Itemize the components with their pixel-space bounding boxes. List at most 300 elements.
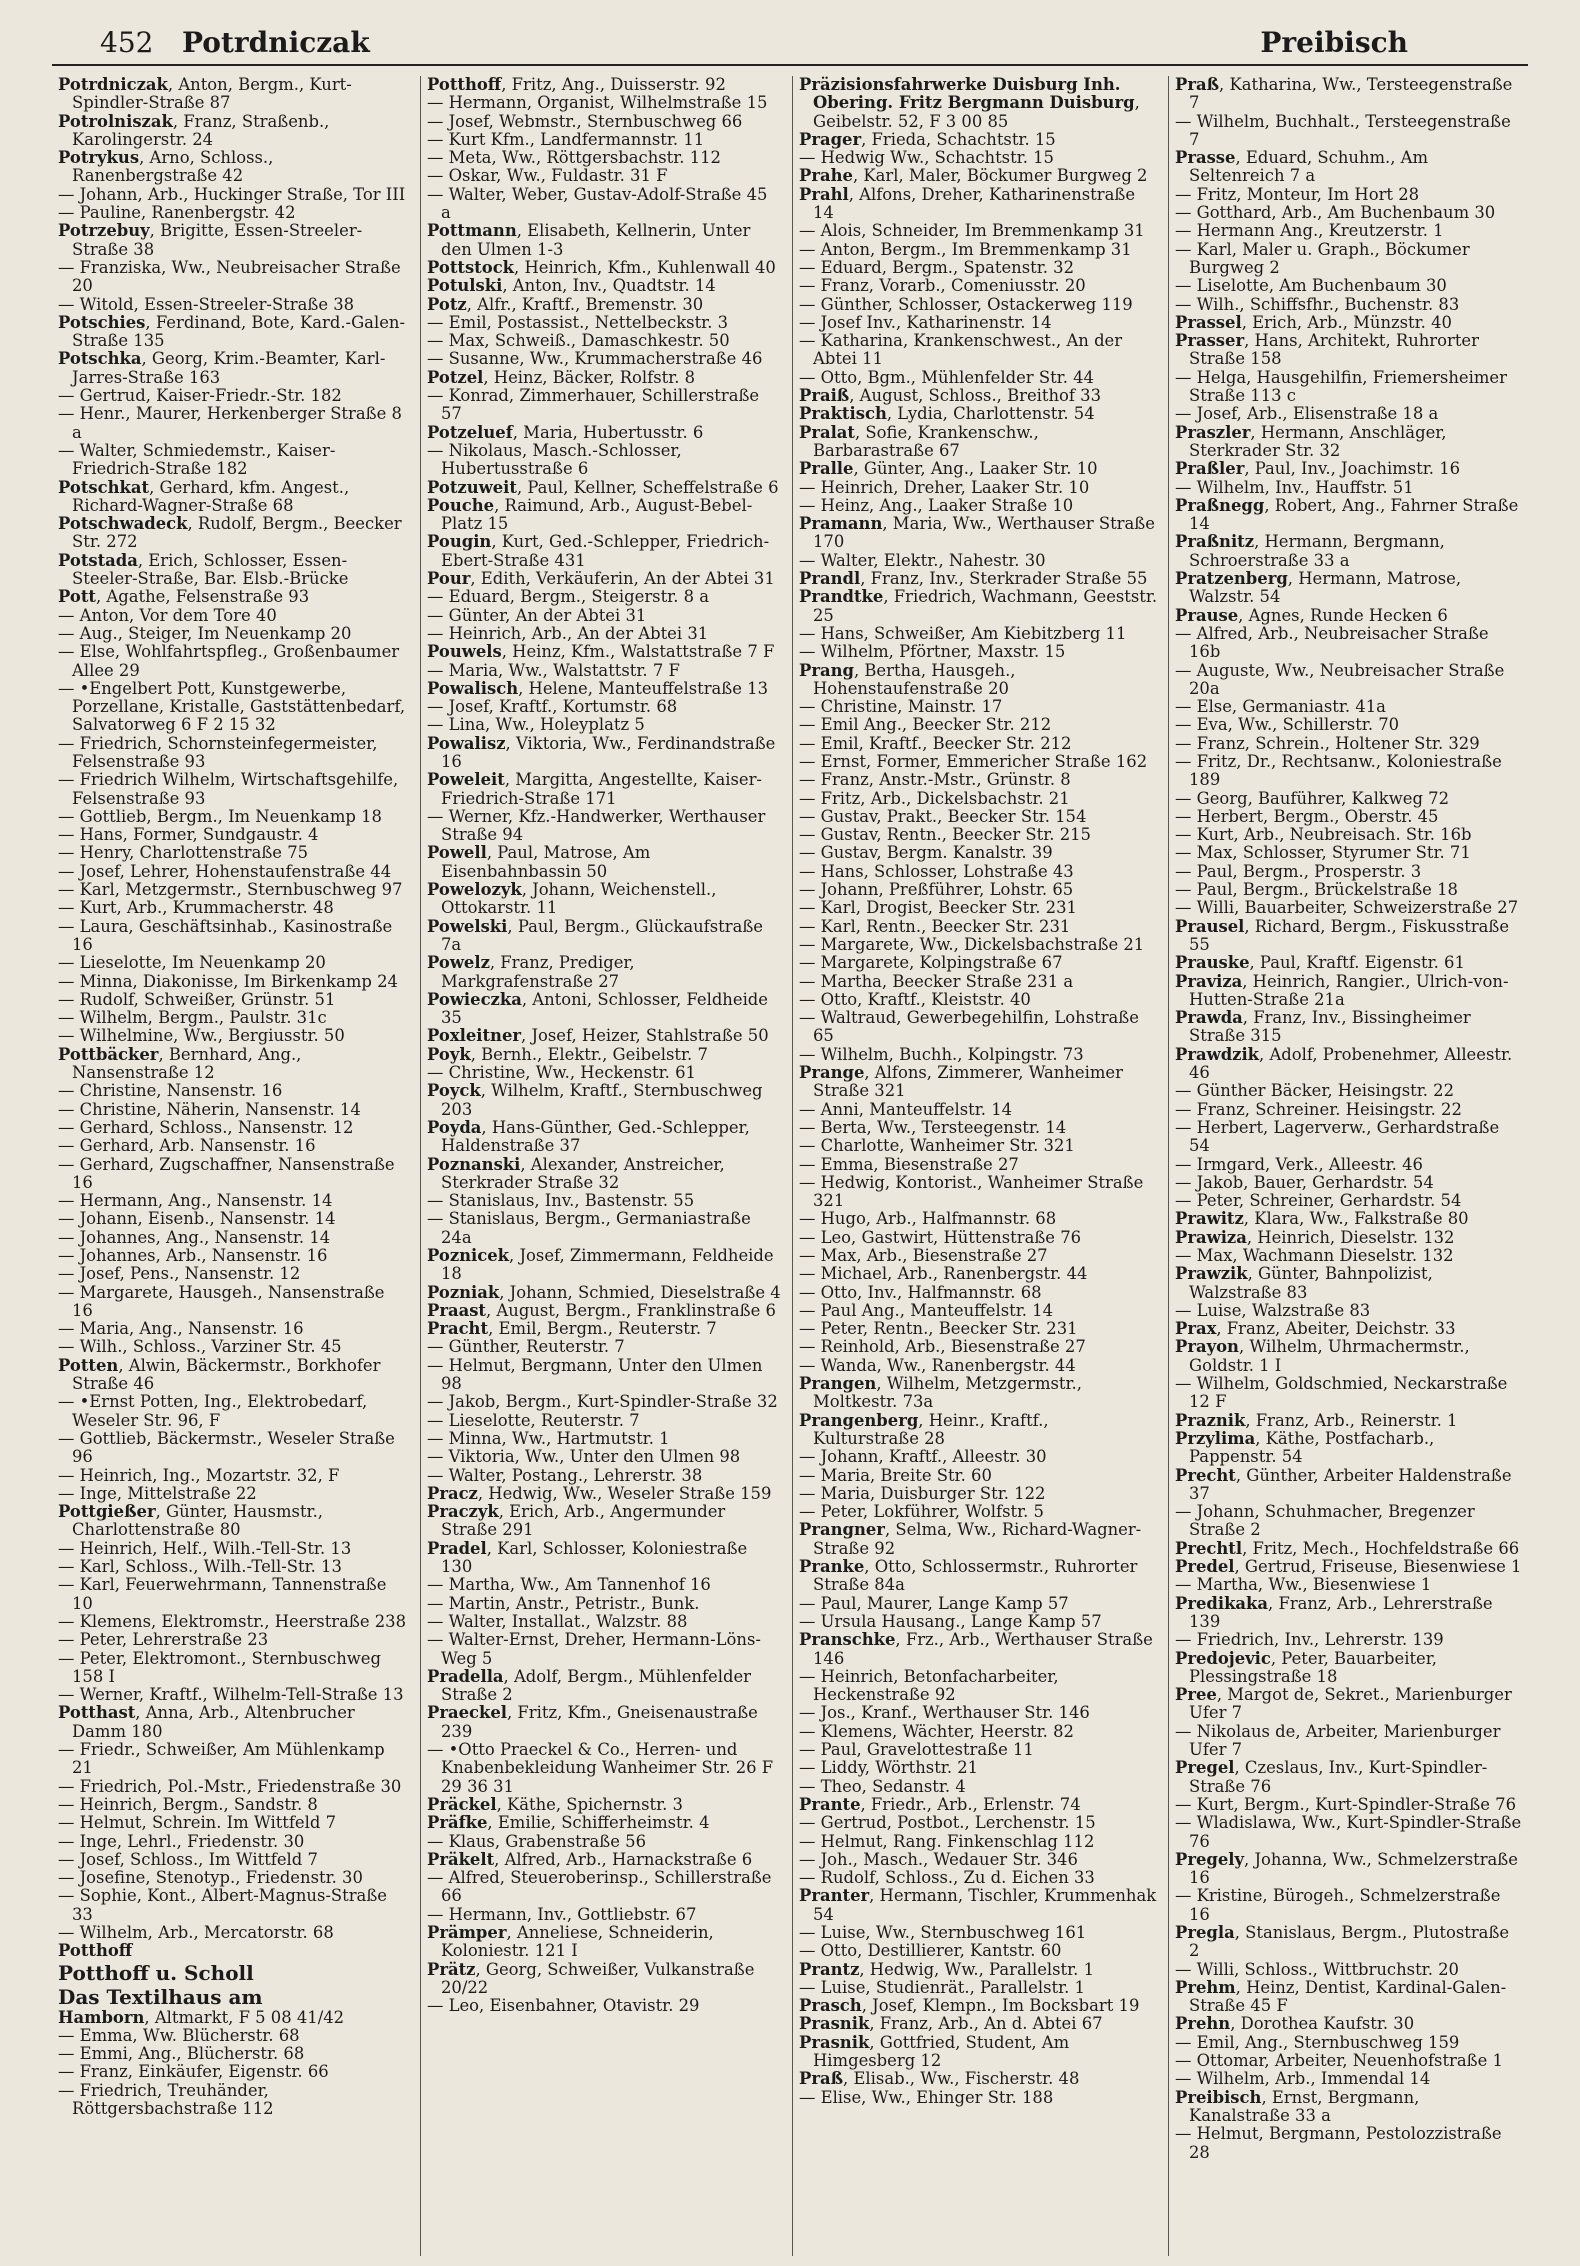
directory-entry: Praczyk, Erich, Arb., Angermunder Straße 291 xyxy=(427,1502,726,1540)
directory-entry: Pralat, Sofie, Krankenschw., Barbarastraße 67 xyxy=(799,422,1039,460)
directory-entry: — Wilhelm, Bergm., Paulstr. 31c xyxy=(58,1008,327,1028)
directory-entry: Prawitz, Klara, Ww., Falkstraße 80 xyxy=(1175,1209,1469,1229)
directory-entry: — Hedwig Ww., Schachtstr. 15 xyxy=(799,148,1054,168)
directory-entry: — Karl, Rentn., Beecker Str. 231 xyxy=(799,916,1071,936)
directory-entry: Potrzebuy, Brigitte, Essen-Streeler-Straße 38 xyxy=(58,221,363,259)
directory-entry: — Josef, Webmstr., Sternbuschweg 66 xyxy=(427,111,743,131)
directory-entry: — Fritz, Arb., Dickelsbachstr. 21 xyxy=(799,788,1070,808)
directory-entry: — Heinrich, Dreher, Laaker Str. 10 xyxy=(799,477,1090,497)
directory-entry: — Leo, Gastwirt, Hüttenstraße 76 xyxy=(799,1227,1082,1247)
directory-entry: — Werner, Kraftf., Wilhelm-Tell-Straße 13 xyxy=(58,1685,404,1705)
column-4 xyxy=(1168,76,1528,2256)
directory-entry: — Kurt, Arb., Krummacherstr. 48 xyxy=(58,898,334,918)
directory-entry: — Friedrich, Schornsteinfegermeister, Felsenstraße 93 xyxy=(58,733,378,771)
directory-entry: — Viktoria, Ww., Unter den Ulmen 98 xyxy=(427,1447,741,1467)
directory-entry: — Heinrich, Ing., Mozartstr. 32, F xyxy=(58,1465,340,1485)
directory-entry: — Kurt, Arb., Neubreisach. Str. 16b xyxy=(1175,825,1472,845)
directory-entry: Praznik, Franz, Arb., Reinerstr. 1 xyxy=(1175,1410,1458,1430)
directory-entry: — Johann, Preßführer, Lohstr. 65 xyxy=(799,880,1074,900)
column-2 xyxy=(420,76,788,2256)
directory-entry: Poxleitner, Josef, Heizer, Stahlstraße 50 xyxy=(427,1026,769,1046)
directory-entry: — Fritz, Monteur, Im Hort 28 xyxy=(1175,184,1420,204)
column-1 xyxy=(52,76,416,2256)
directory-entry: Przylima, Käthe, Postfacharb., Pappenstr. 54 xyxy=(1175,1428,1435,1467)
directory-entry: — Franz, Anstr.-Mstr., Grünstr. 8 xyxy=(799,770,1071,790)
directory-entry: Powieczka, Antoni, Schlosser, Feldheide 35 xyxy=(427,989,768,1028)
directory-entry: Potrdniczak, Anton, Bergm., Kurt-Spindler-Straße 87 xyxy=(58,76,352,113)
directory-entry: — Eva, Ww., Schillerstr. 70 xyxy=(1175,715,1400,735)
directory-entry: Prassel, Erich, Arb., Münzstr. 40 xyxy=(1175,312,1452,332)
directory-entry: Potz, Alfr., Kraftf., Bremenstr. 30 xyxy=(427,294,704,314)
directory-entry: — Martin, Anstr., Petristr., Bunk. xyxy=(427,1593,700,1613)
page-header xyxy=(52,22,1528,66)
directory-entry: — Henry, Charlottenstraße 75 xyxy=(58,843,309,863)
directory-entry: Pregel, Czeslaus, Inv., Kurt-Spindler-Straße 76 xyxy=(1175,1758,1488,1796)
running-head-left: Potrdniczak xyxy=(182,26,370,59)
directory-entry: — Hermann Ang., Kreutzerstr. 1 xyxy=(1175,221,1444,241)
directory-entry: — Martha, Ww., Biesenwiese 1 xyxy=(1175,1575,1432,1595)
directory-entry: Prehn, Dorothea Kaufstr. 30 xyxy=(1175,2014,1415,2034)
directory-entry: — Helmut, Bergmann, Unter den Ulmen 98 xyxy=(427,1355,763,1394)
directory-entry: Prehm, Heinz, Dentist, Kardinal-Galen-Straße 45 F xyxy=(1175,1977,1507,2016)
directory-entry: Powelz, Franz, Prediger, Markgrafenstraße 27 xyxy=(427,953,635,991)
directory-entry: — Anton, Bergm., Im Bremmenkamp 31 xyxy=(799,239,1132,259)
directory-entry: Pouche, Raimund, Arb., August-Bebel-Platz 15 xyxy=(427,495,753,534)
directory-entry: — Liddy, Wörthstr. 21 xyxy=(799,1758,979,1778)
directory-entry: — Jakob, Bauer, Gerhardstr. 54 xyxy=(1175,1172,1434,1192)
directory-entry: — Maria, Ww., Walstattstr. 7 F xyxy=(427,660,680,680)
directory-entry: Pottmann, Elisabeth, Kellnerin, Unter den Ulmen 1-3 xyxy=(427,221,751,259)
directory-entry: — Karl, Maler u. Graph., Böckumer Burgweg 2 xyxy=(1175,239,1470,277)
directory-entry: — Eduard, Bergm., Spatenstr. 32 xyxy=(799,257,1075,277)
directory-entry: — Emil, Kraftf., Beecker Str. 212 xyxy=(799,733,1072,753)
directory-entry: — Franz, Schreiner. Heisingstr. 22 xyxy=(1175,1099,1462,1119)
directory-entry: — Günter, An der Abtei 31 xyxy=(427,605,647,625)
directory-entry: Prawzik, Günter, Bahnpolizist, Walzstraße 83 xyxy=(1175,1264,1433,1302)
directory-entry: Poznicek, Josef, Zimmermann, Feldheide 18 xyxy=(427,1246,774,1284)
directory-entry: Prawdzik, Adolf, Probenehmer, Alleestr. 46 xyxy=(1175,1044,1513,1083)
directory-entry: — Liselotte, Am Buchenbaum 30 xyxy=(1175,276,1447,296)
directory-entry: — Max, Arb., Biesenstraße 27 xyxy=(799,1246,1048,1265)
directory-entry: — Jos., Kranf., Werthauser Str. 146 xyxy=(799,1703,1090,1723)
directory-entry: Pralle, Günter, Ang., Laaker Str. 10 xyxy=(799,459,1098,479)
directory-entry: Prasnik, Gottfried, Student, Am Himgesberg 12 xyxy=(799,2032,1070,2071)
directory-entry: Predikaka, Franz, Arb., Lehrerstraße 139 xyxy=(1175,1593,1493,1631)
directory-entry: — Sophie, Kont., Albert-Magnus-Straße 33 xyxy=(58,1886,387,1924)
directory-entry: — Theo, Sedanstr. 4 xyxy=(799,1776,966,1796)
directory-entry: — Gustav, Rentn., Beecker Str. 215 xyxy=(799,825,1091,845)
directory-entry: Praßnitz, Hermann, Bergmann, Schroerstraße 33 a xyxy=(1175,532,1445,570)
directory-entry: — Friedrich, Pol.-Mstr., Friedenstraße 30 xyxy=(58,1776,402,1796)
directory-entry: — Max, Schweiß., Damaschkestr. 50 xyxy=(427,331,730,351)
directory-entry: — Kristine, Bürogeh., Schmelzerstraße 16 xyxy=(1175,1886,1501,1924)
directory-entry: — Karl, Metzgermstr., Sternbuschweg 97 xyxy=(58,880,403,900)
directory-entry: Pratzenberg, Hermann, Matrose, Walzstr. 54 xyxy=(1175,569,1462,607)
directory-entry: — Josef, Arb., Elisenstraße 18 a xyxy=(1175,404,1439,424)
directory-entry: — Gerhard, Zugschaffner, Nansenstraße 16 xyxy=(58,1154,395,1192)
directory-entry: Predojevic, Peter, Bauarbeiter, Plessingstraße 18 xyxy=(1175,1648,1437,1686)
directory-entry: — Inge, Mittelstraße 22 xyxy=(58,1483,257,1503)
directory-entry: — Gustav, Bergm. Kanalstr. 39 xyxy=(799,843,1053,863)
directory-entry: — Ottomar, Arbeiter, Neuenhofstraße 1 xyxy=(1175,2051,1503,2071)
directory-entry: — Maria, Duisburger Str. 122 xyxy=(799,1483,1046,1503)
directory-entry: — Wilhelm, Pförtner, Maxstr. 15 xyxy=(799,642,1066,662)
directory-entry: — Franz, Vorarb., Comeniusstr. 20 xyxy=(799,276,1086,296)
directory-entry: — Luise, Studienrät., Parallelstr. 1 xyxy=(799,1977,1085,1997)
directory-entry: — Oskar, Ww., Fuldastr. 31 F xyxy=(427,166,668,186)
directory-entry: Pour, Edith, Verkäuferin, An der Abtei 31 xyxy=(427,569,775,589)
directory-entry: — Emil, Postassist., Nettelbeckstr. 3 xyxy=(427,312,729,332)
directory-entry: — Nikolaus, Masch.-Schlosser, Hubertusstraße 6 xyxy=(427,440,682,479)
directory-entry: — Wilh., Schiffsfhr., Buchenstr. 83 xyxy=(1175,294,1460,314)
directory-entry: — Jakob, Bergm., Kurt-Spindler-Straße 32 xyxy=(427,1392,778,1412)
directory-entry: — Charlotte, Wanheimer Str. 321 xyxy=(799,1136,1075,1156)
directory-entry: Präckel, Käthe, Spichernstr. 3 xyxy=(427,1794,683,1814)
directory-entry: — Otto, Kraftf., Kleiststr. 40 xyxy=(799,989,1031,1009)
directory-entry: — Max, Wachmann Dieselstr. 132 xyxy=(1175,1246,1454,1265)
directory-entry: — Christine, Nansenstr. 16 xyxy=(58,1081,283,1101)
directory-entry: — Otto, Destillierer, Kantstr. 60 xyxy=(799,1941,1062,1961)
directory-entry: — Maria, Ang., Nansenstr. 16 xyxy=(58,1319,304,1339)
directory-entry: Powalisch, Helene, Manteuffelstraße 13 xyxy=(427,678,769,698)
running-head-right: Preibisch xyxy=(1260,26,1408,59)
directory-entry: Praktisch, Lydia, Charlottenstr. 54 xyxy=(799,404,1095,424)
directory-entry: Prahe, Karl, Maler, Böckumer Burgweg 2 xyxy=(799,166,1148,186)
directory-entry: — Fritz, Dr., Rechtsanw., Koloniestraße 189 xyxy=(1175,751,1502,790)
directory-entry: — Johann, Arb., Huckinger Straße, Tor III xyxy=(58,184,406,204)
directory-entry: — Paul, Gravelottestraße 11 xyxy=(799,1740,1034,1760)
directory-entry: Pranter, Hermann, Tischler, Krummenhak 54 xyxy=(799,1886,1157,1924)
directory-entry: — Anni, Manteuffelstr. 14 xyxy=(799,1099,1013,1119)
directory-entry: — Herbert, Bergm., Oberstr. 45 xyxy=(1175,806,1439,826)
directory-entry: — Johannes, Arb., Nansenstr. 16 xyxy=(58,1246,328,1265)
directory-entry: — Hans, Schlosser, Lohstraße 43 xyxy=(799,861,1074,881)
directory-entry: — Kurt Kfm., Landfermannstr. 11 xyxy=(427,129,705,149)
directory-entry: Praast, August, Bergm., Franklinstraße 6 xyxy=(427,1300,776,1320)
directory-entry: — Margarete, Ww., Dickelsbachstraße 21 xyxy=(799,934,1145,954)
directory-entry: Pozniak, Johann, Schmied, Dieselstraße 4 xyxy=(427,1282,781,1302)
directory-entry: Pranschke, Frz., Arb., Werthauser Straße 146 xyxy=(799,1630,1153,1668)
directory-entry: — Emmi, Ang., Blücherstr. 68 xyxy=(58,2044,305,2064)
directory-entry: — Friedrich, Inv., Lehrerstr. 139 xyxy=(1175,1630,1444,1650)
directory-entry: — Helmut, Rang. Finkenschlag 112 xyxy=(799,1831,1095,1851)
directory-entry: — Klemens, Elektromstr., Heerstraße 238 xyxy=(58,1611,407,1631)
directory-entry: Pouwels, Heinz, Kfm., Walstattstraße 7 F xyxy=(427,642,775,662)
directory-entry: Pree, Margot de, Sekret., Marienburger Ufer 7 xyxy=(1175,1685,1512,1723)
directory-entry: — Wladislawa, Ww., Kurt-Spindler-Straße 76 xyxy=(1175,1813,1522,1851)
directory-entry: — Helmut, Schrein. Im Wittfeld 7 xyxy=(58,1813,337,1833)
directory-entry: — Anton, Vor dem Tore 40 xyxy=(58,605,277,625)
directory-entry: — Klemens, Wächter, Heerstr. 82 xyxy=(799,1721,1074,1741)
directory-entry: — Walter, Postang., Lehrerstr. 38 xyxy=(427,1465,703,1485)
directory-entry: — Christine, Mainstr. 17 xyxy=(799,697,1003,717)
directory-entry: Powalisz, Viktoria, Ww., Ferdinandstraße 16 xyxy=(427,733,776,771)
directory-entry: — Luise, Ww., Sternbuschweg 161 xyxy=(799,1922,1087,1942)
directory-entry: Predel, Gertrud, Friseuse, Biesenwiese 1 xyxy=(1175,1557,1522,1577)
directory-entry: — Rudolf, Schweißer, Grünstr. 51 xyxy=(58,989,336,1009)
directory-entry: — Peter, Schreiner, Gerhardstr. 54 xyxy=(1175,1191,1462,1211)
directory-entry: — Gertrud, Postbot., Lerchenstr. 15 xyxy=(799,1813,1096,1833)
column-3 xyxy=(792,76,1164,2256)
directory-entry: — Paul, Bergm., Brückelstraße 18 xyxy=(1175,880,1458,900)
directory-entry: — Elise, Ww., Ehinger Str. 188 xyxy=(799,2087,1054,2107)
directory-entry: — Helga, Hausgehilfin, Friemersheimer Straße 113 c xyxy=(1175,367,1507,406)
directory-entry: — Nikolaus de, Arbeiter, Marienburger Ufer 7 xyxy=(1175,1721,1501,1760)
directory-entry: — Gertrud, Kaiser-Friedr.-Str. 182 xyxy=(58,386,342,406)
directory-entry: — Christine, Ww., Heckenstr. 61 xyxy=(427,1063,696,1083)
directory-entry: Potschkat, Gerhard, kfm. Angest., Richard-Wagner-Straße 68 xyxy=(58,477,350,515)
directory-entry: — Max, Schlosser, Styrumer Str. 71 xyxy=(1175,843,1471,863)
directory-entry: Prangen, Wilhelm, Metzgermstr., Moltkestr. 73a xyxy=(799,1374,1082,1412)
directory-entry: — Werner, Kfz.-Handwerker, Werthauser Straße 94 xyxy=(427,806,766,845)
directory-entry: Pregely, Johanna, Ww., Schmelzerstraße 16 xyxy=(1175,1849,1518,1888)
directory-entry: Potzuweit, Paul, Kellner, Scheffelstraße 6 xyxy=(427,477,779,497)
directory-entry: — Emma, Ww. Blücherstr. 68 xyxy=(58,2025,300,2045)
directory-entry: Praßnegg, Robert, Ang., Fahrner Straße 14 xyxy=(1175,495,1519,534)
directory-entry: Pranke, Otto, Schlossermstr., Ruhrorter Straße 84a xyxy=(799,1557,1138,1595)
directory-columns xyxy=(52,76,1528,2256)
directory-entry: — Wilhelm, Arb., Immendal 14 xyxy=(1175,2069,1431,2089)
directory-entry: — Walter, Installat., Walzstr. 88 xyxy=(427,1611,688,1631)
directory-entry: — Waltraud, Gewerbegehilfin, Lohstraße 65 xyxy=(799,1008,1139,1046)
directory-entry: — Leo, Eisenbahner, Otavistr. 29 xyxy=(427,1996,700,2016)
directory-entry: Powelski, Paul, Bergm., Glückaufstraße 7a xyxy=(427,916,764,954)
directory-entry: Poznanski, Alexander, Anstreicher, Sterkrader Straße 32 xyxy=(427,1154,725,1192)
directory-entry: — Josef, Pens., Nansenstr. 12 xyxy=(58,1264,301,1284)
directory-entry: — Konrad, Zimmerhauer, Schillerstraße 57 xyxy=(427,386,760,424)
directory-entry: — Friedrich Wilhelm, Wirtschaftsgehilfe, Felsenstraße 93 xyxy=(58,770,399,808)
directory-entry: — Georg, Bauführer, Kalkweg 72 xyxy=(1175,788,1450,808)
directory-entry: — Joh., Masch., Wedauer Str. 346 xyxy=(799,1849,1078,1869)
directory-entry: — Gerhard, Arb. Nansenstr. 16 xyxy=(58,1136,316,1156)
directory-entry: — Inge, Lehrl., Friedenstr. 30 xyxy=(58,1831,305,1851)
directory-entry: — Hugo, Arb., Halfmannstr. 68 xyxy=(799,1209,1057,1229)
directory-entry: Preibisch, Ernst, Bergmann, Kanalstraße 33 a xyxy=(1175,2087,1420,2125)
directory-entry: — Walter, Schmiedemstr., Kaiser-Friedrich-Straße 182 xyxy=(58,440,336,479)
directory-entry: Potschies, Ferdinand, Bote, Kard.-Galen-Straße 135 xyxy=(58,312,405,351)
directory-entry: — Lina, Ww., Holeyplatz 5 xyxy=(427,715,645,735)
directory-entry: — Emil Ang., Beecker Str. 212 xyxy=(799,715,1052,735)
directory-entry: Pottstock, Heinrich, Kfm., Kuhlenwall 40 xyxy=(427,257,776,277)
directory-entry: Prager, Frieda, Schachtstr. 15 xyxy=(799,129,1056,149)
directory-entry: Praszler, Hermann, Anschläger, Sterkrader Str. 32 xyxy=(1175,422,1447,460)
directory-entry: — Christine, Näherin, Nansenstr. 14 xyxy=(58,1099,361,1119)
directory-entry: Prahl, Alfons, Dreher, Katharinenstraße 14 xyxy=(799,184,1136,223)
directory-entry: Praß, Elisab., Ww., Fischerstr. 48 xyxy=(799,2069,1080,2089)
directory-entry: — Franziska, Ww., Neubreisacher Straße 20 xyxy=(58,257,401,296)
directory-entry: — •Ernst Potten, Ing., Elektrobedarf, Weseler Str. 96, F xyxy=(58,1392,368,1430)
directory-entry: Prang, Bertha, Hausgeh., Hohenstaufenstraße 20 xyxy=(799,660,1016,698)
directory-entry: — Karl, Drogist, Beecker Str. 231 xyxy=(799,898,1077,918)
directory-entry: — Eduard, Bergm., Steigerstr. 8 a xyxy=(427,587,710,607)
directory-entry: — Heinrich, Helf., Wilh.-Tell-Str. 13 xyxy=(58,1538,352,1558)
directory-entry: — Heinrich, Arb., An der Abtei 31 xyxy=(427,623,709,643)
directory-entry: — Willi, Bauarbeiter, Schweizerstraße 27 xyxy=(1175,898,1519,918)
directory-entry: — Franz, Einkäufer, Eigenstr. 66 xyxy=(58,2062,329,2082)
directory-entry: Pott, Agathe, Felsenstraße 93 xyxy=(58,587,310,607)
directory-entry: — Friedr., Schweißer, Am Mühlenkamp 21 xyxy=(58,1740,385,1778)
directory-entry: Pracz, Hedwig, Ww., Weseler Straße 159 xyxy=(427,1483,772,1503)
directory-entry: — Johannes, Ang., Nansenstr. 14 xyxy=(58,1227,331,1247)
directory-entry: Poweleit, Margitta, Angestellte, Kaiser-Friedrich-Straße 171 xyxy=(427,770,762,808)
directory-entry: — Stanislaus, Bergm., Germaniastraße 24a xyxy=(427,1209,751,1247)
directory-entry: — Gottlieb, Bergm., Im Neuenkamp 18 xyxy=(58,806,382,826)
directory-entry: Praviza, Heinrich, Rangier., Ulrich-von-Hutten-Straße 21a xyxy=(1175,971,1509,1009)
directory-entry: — Peter, Rentn., Beecker Str. 231 xyxy=(799,1319,1078,1339)
directory-entry: — Wilhelm, Inv., Hauffstr. 51 xyxy=(1175,477,1414,497)
directory-entry: Potthoff, Fritz, Ang., Duisserstr. 92 xyxy=(427,76,726,94)
directory-entry: Potschwadeck, Rudolf, Bergm., Beecker Str. 272 xyxy=(58,514,402,552)
directory-entry: Präfke, Emilie, Schifferheimstr. 4 xyxy=(427,1813,710,1833)
directory-entry: — Gerhard, Schloss., Nansenstr. 12 xyxy=(58,1117,354,1137)
directory-entry: — Franz, Schrein., Holtener Str. 329 xyxy=(1175,733,1480,753)
directory-entry: Prawda, Franz, Inv., Bissingheimer Straße 315 xyxy=(1175,1008,1471,1046)
directory-entry: — Günther, Reuterstr. 7 xyxy=(427,1337,625,1357)
directory-entry: Prauske, Paul, Kraftf. Eigenstr. 61 xyxy=(1175,953,1465,973)
directory-entry: Potzeluef, Maria, Hubertusstr. 6 xyxy=(427,422,704,442)
directory-entry: Potten, Alwin, Bäckermstr., Borkhofer Straße 46 xyxy=(58,1355,381,1394)
directory-entry: Poyck, Wilhelm, Kraftf., Sternbuschweg 203 xyxy=(427,1081,763,1119)
directory-entry: Powelozyk, Johann, Weichenstell., Ottokarstr. 11 xyxy=(427,880,717,918)
directory-entry: — Hermann, Organist, Wilhelmstraße 15 xyxy=(427,93,768,113)
directory-entry: Pregla, Stanislaus, Bergm., Plutostraße 2 xyxy=(1175,1922,1510,1961)
directory-entry: — Lieselotte, Im Neuenkamp 20 xyxy=(58,953,326,973)
directory-entry: Potschka, Georg, Krim.-Beamter, Karl-Jarres-Straße 163 xyxy=(58,349,386,387)
directory-entry: — Hans, Former, Sundgaustr. 4 xyxy=(58,825,319,845)
directory-entry: — Herbert, Lagerverw., Gerhardstraße 54 xyxy=(1175,1117,1500,1156)
directory-entry: — Minna, Diakonisse, Im Birkenkamp 24 xyxy=(58,971,398,991)
directory-entry: — Friedrich, Treuhänder, Röttgersbachstraße 112 xyxy=(58,2080,274,2119)
directory-entry: — Wilhelm, Arb., Mercatorstr. 68 xyxy=(58,1922,334,1942)
directory-entry: — Hermann, Ang., Nansenstr. 14 xyxy=(58,1191,333,1211)
directory-entry: — Heinrich, Bergm., Sandstr. 8 xyxy=(58,1794,318,1814)
directory-entry: — Heinrich, Betonfacharbeiter, Heckenstraße 92 xyxy=(799,1666,1059,1705)
directory-entry: — Auguste, Ww., Neubreisacher Straße 20a xyxy=(1175,660,1505,698)
directory-entry: — Margarete, Kolpingstraße 67 xyxy=(799,953,1063,973)
directory-entry: Pottgießer, Günter, Hausmstr., Charlottenstraße 80 xyxy=(58,1502,323,1540)
directory-entry: — Maria, Breite Str. 60 xyxy=(799,1465,992,1485)
directory-entry: — Johann, Eisenb., Nansenstr. 14 xyxy=(58,1209,336,1229)
directory-entry: Prandtke, Friedrich, Wachmann, Geeststr. 25 xyxy=(799,587,1158,625)
directory-entry: — Reinhold, Arb., Biesenstraße 27 xyxy=(799,1337,1086,1357)
directory-entry: — Walter, Weber, Gustav-Adolf-Straße 45 a xyxy=(427,184,768,223)
directory-entry: — Henr., Maurer, Herkenberger Straße 8 a xyxy=(58,404,402,442)
directory-entry: Pracht, Emil, Bergm., Reuterstr. 7 xyxy=(427,1319,717,1339)
directory-entry: — Wilhelm, Buchh., Kolpingstr. 73 xyxy=(799,1044,1084,1064)
directory-entry: — Berta, Ww., Tersteegenstr. 14 xyxy=(799,1117,1067,1137)
directory-entry: — Johann, Schuhmacher, Bregenzer Straße 2 xyxy=(1175,1502,1475,1540)
directory-entry: Praßler, Paul, Inv., Joachimstr. 16 xyxy=(1175,459,1461,479)
directory-entry: — Emil, Ang., Sternbuschweg 159 xyxy=(1175,2032,1460,2052)
directory-entry: — Karl, Feuerwehrmann, Tannenstraße 10 xyxy=(58,1575,387,1613)
directory-entry: — Josef, Kraftf., Kortumstr. 68 xyxy=(427,697,678,717)
directory-entry: — Kurt, Bergm., Kurt-Spindler-Straße 76 xyxy=(1175,1794,1516,1814)
directory-entry: — Meta, Ww., Röttgersbachstr. 112 xyxy=(427,148,721,168)
directory-entry: — Walter-Ernst, Dreher, Hermann-Löns-Weg 5 xyxy=(427,1630,761,1668)
directory-entry: — Margarete, Hausgeh., Nansenstraße 16 xyxy=(58,1282,385,1320)
directory-entry: — Paul Ang., Manteuffelstr. 14 xyxy=(799,1300,1054,1320)
directory-entry: Pradella, Adolf, Bergm., Mühlenfelder Straße 2 xyxy=(427,1666,751,1705)
directory-entry: — Günther Bäcker, Heisingstr. 22 xyxy=(1175,1081,1455,1101)
directory-entry: Prause, Agnes, Runde Hecken 6 xyxy=(1175,605,1448,625)
directory-entry: Pottbäcker, Bernhard, Ang., Nansenstraße 12 xyxy=(58,1044,302,1083)
directory-entry: Potzel, Heinz, Bäcker, Rolfstr. 8 xyxy=(427,367,696,387)
directory-entry: — Paul, Bergm., Prosperstr. 3 xyxy=(1175,861,1422,881)
directory-entry: Prasnik, Franz, Arb., An d. Abtei 67 xyxy=(799,2014,1103,2034)
directory-entry: Prämper, Anneliese, Schneiderin, Koloniestr. 121 I xyxy=(427,1922,714,1961)
directory-entry: — Willi, Schloss., Wittbruchstr. 20 xyxy=(1175,1959,1459,1979)
directory-entry: Powell, Paul, Matrose, Am Eisenbahnbassin 50 xyxy=(427,843,651,881)
directory-entry: — Heinz, Ang., Laaker Straße 10 xyxy=(799,495,1074,515)
directory-entry: Prandl, Franz, Inv., Sterkrader Straße 55 xyxy=(799,569,1148,589)
directory-entry: Prausel, Richard, Bergm., Fiskusstraße 55 xyxy=(1175,916,1510,954)
directory-entry: Praß, Katharina, Ww., Tersteegenstraße 7 xyxy=(1175,76,1513,113)
directory-entry: Prangner, Selma, Ww., Richard-Wagner-Straße 92 xyxy=(799,1520,1142,1558)
directory-entry: — Rudolf, Schloss., Zu d. Eichen 33 xyxy=(799,1868,1095,1888)
directory-entry: Praiß, August, Schloss., Breithof 33 xyxy=(799,386,1102,406)
directory-entry: — Lieselotte, Reuterstr. 7 xyxy=(427,1410,640,1430)
directory-entry: Potthoff xyxy=(58,1941,133,1961)
directory-entry: Potulski, Anton, Inv., Quadtstr. 14 xyxy=(427,276,716,296)
directory-entry: Potrykus, Arno, Schloss., Ranenbergstraße 42 xyxy=(58,148,274,186)
directory-entry: Prantz, Hedwig, Ww., Parallelstr. 1 xyxy=(799,1959,1095,1979)
directory-entry: — Michael, Arb., Ranenbergstr. 44 xyxy=(799,1264,1088,1284)
directory-entry: — Alfred, Steueroberinsp., Schillerstraße 66 xyxy=(427,1868,772,1906)
directory-entry: Prangenberg, Heinr., Kraftf., Kulturstraße 28 xyxy=(799,1410,1049,1448)
directory-entry: — Alfred, Arb., Neubreisacher Straße 16b xyxy=(1175,623,1489,662)
directory-entry: — Wilhelm, Buchhalt., Tersteegenstraße 7 xyxy=(1175,111,1511,149)
directory-entry: — Aug., Steiger, Im Neuenkamp 20 xyxy=(58,623,352,643)
directory-entry: Präkelt, Alfred, Arb., Harnackstraße 6 xyxy=(427,1849,753,1869)
directory-entry: Prätz, Georg, Schweißer, Vulkanstraße 20/22 xyxy=(427,1959,755,1997)
directory-entry: — Ursula Hausang., Lange Kamp 57 xyxy=(799,1611,1102,1631)
directory-entry: Praeckel, Fritz, Kfm., Gneisenaustraße 239 xyxy=(427,1703,758,1741)
directory-entry: — Luise, Walzstraße 83 xyxy=(1175,1300,1371,1320)
directory-entry: Prange, Alfons, Zimmerer, Wanheimer Straße 321 xyxy=(799,1063,1123,1101)
directory-entry: Poyk, Bernh., Elektr., Geibelstr. 7 xyxy=(427,1044,708,1064)
directory-entry: — Gustav, Prakt., Beecker Str. 154 xyxy=(799,806,1087,826)
directory-entry: — •Engelbert Pott, Kunstgewerbe, Porzellane, Kristalle, Gaststättenbedarf, Salvatorweg 6 F 2 15 32 xyxy=(58,678,406,735)
page-number: 452 xyxy=(100,26,154,59)
directory-entry: — Hans, Schweißer, Am Kiebitzberg 11 xyxy=(799,623,1127,643)
directory-entry: — Johann, Kraftf., Alleestr. 30 xyxy=(799,1447,1047,1467)
directory-entry: — Wilhelm, Goldschmied, Neckarstraße 12 F xyxy=(1175,1374,1508,1412)
directory-entry: — Irmgard, Verk., Alleestr. 46 xyxy=(1175,1154,1423,1174)
directory-entry: — Peter, Lehrerstraße 23 xyxy=(58,1630,269,1650)
directory-entry: — Klaus, Grabenstraße 56 xyxy=(427,1831,647,1851)
directory-entry: Prayon, Wilhelm, Uhrmachermstr., Goldstr. 1 I xyxy=(1175,1337,1470,1375)
directory-entry: — Gottlieb, Bäckermstr., Weseler Straße 96 xyxy=(58,1428,395,1467)
directory-entry: — •Otto Praeckel & Co., Herren- und Knabenbekleidung Wanheimer Str. 26 F 29 36 31 xyxy=(427,1740,774,1796)
directory-entry: — Wanda, Ww., Ranenbergstr. 44 xyxy=(799,1355,1076,1375)
directory-entry: — Otto, Inv., Halfmannstr. 68 xyxy=(799,1282,1042,1302)
directory-entry: — Günther, Schlosser, Ostackerweg 119 xyxy=(799,294,1133,314)
directory-entry: Prawiza, Heinrich, Dieselstr. 132 xyxy=(1175,1227,1455,1247)
directory-entry: — Peter, Elektromont., Sternbuschweg 158 I xyxy=(58,1648,381,1686)
directory-entry: Potrolniszak, Franz, Straßenb., Karolingerstr. 24 xyxy=(58,111,330,149)
directory-entry: — Else, Wohlfahrtspfleg., Großenbaumer Allee 29 xyxy=(58,642,400,680)
directory-entry: Präzisionsfahrwerke Duisburg Inh. Obering. Fritz Bergmann Duisburg, Geibelstr. 52, F 3 00 85 xyxy=(799,76,1140,131)
directory-entry: — Katharina, Krankenschwest., An der Abtei 11 xyxy=(799,331,1123,369)
directory-entry: — Peter, Lokführer, Wolfstr. 5 xyxy=(799,1502,1044,1522)
directory-entry: Potstada, Erich, Schlosser, Essen-Steeler-Straße, Bar. Elsb.-Brücke xyxy=(58,550,349,589)
directory-entry: — Else, Germaniastr. 41a xyxy=(1175,697,1386,717)
directory-entry: — Karl, Schloss., Wilh.-Tell-Str. 13 xyxy=(58,1557,342,1577)
directory-entry: — Pauline, Ranenbergstr. 42 xyxy=(58,203,296,223)
directory-entry: — Walter, Elektr., Nahestr. 30 xyxy=(799,550,1046,570)
directory-entry: — Minna, Ww., Hartmutstr. 1 xyxy=(427,1428,670,1448)
directory-entry: — Helmut, Bergmann, Pestolozzistraße 28 xyxy=(1175,2124,1502,2162)
